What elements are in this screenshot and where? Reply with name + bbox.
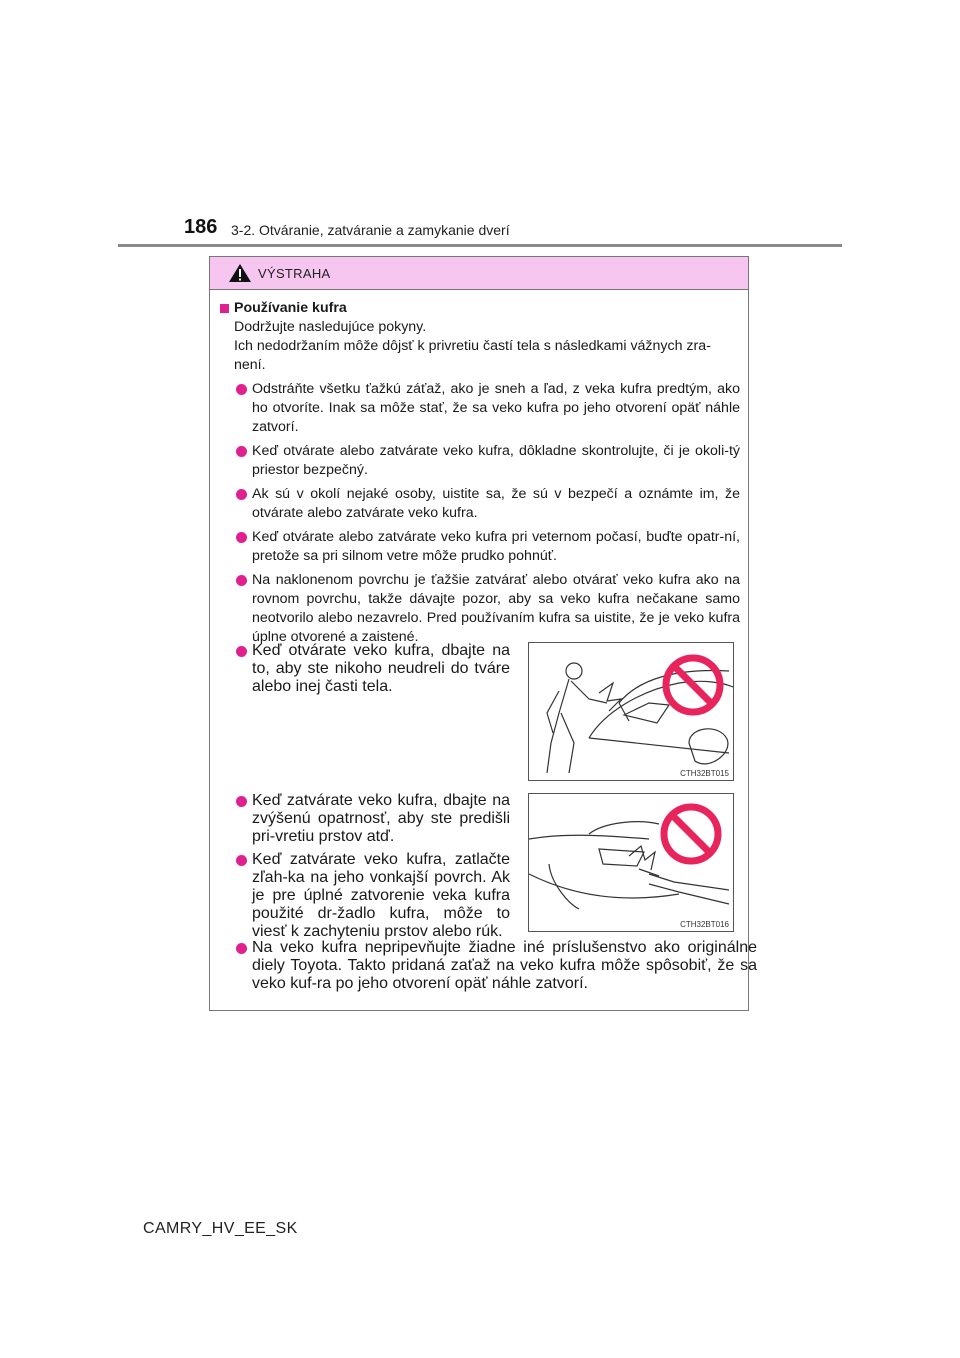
warning-content xyxy=(210,290,748,647)
list-item-text: Na veko kufra nepripevňujte žiadne iné príslušenstvo ako originálne diely Toyota. Takto pridaná zaťaž na veko kufra môže spôsobiť, že sa veko kuf-ra po jeho otvorení opäť náhle zatvorí. xyxy=(252,939,757,992)
figure-row-2 xyxy=(236,792,741,942)
warning-triangle-icon xyxy=(228,263,252,283)
list-item-text: Keď otvárate veko kufra, dbajte na to, aby ste nikoho neudreli do tváre alebo inej časti tela. xyxy=(252,642,510,695)
heading-text: Používanie kufra xyxy=(234,300,347,316)
bullet-dot-icon xyxy=(236,943,247,954)
warning-heading xyxy=(220,299,740,318)
list-item-text: Ak sú v okolí nejaké osoby, uistite sa, že sú v bezpečí a oznámte im, že otvárate alebo zatvárate veko kufra. xyxy=(252,486,740,521)
bullet-dot-icon xyxy=(236,384,247,395)
list-item-text: Keď zatvárate veko kufra, dbajte na zvýšenú opatrnosť, aby ste predišli pri-vretiu prstov atď. xyxy=(252,792,510,845)
intro-line-2: Ich nedodržaním môže dôjsť k privretiu častí tela s následkami vážnych zra-není. xyxy=(234,338,711,373)
warning-label: VÝSTRAHA xyxy=(258,265,331,281)
section-title: 3-2. Otváranie, zatváranie a zamykanie dverí xyxy=(231,222,510,238)
square-bullet-icon xyxy=(220,304,229,313)
bullet-dot-icon xyxy=(236,489,247,500)
list-item-text: Keď otvárate alebo zatvárate veko kufra pri veternom počasí, buďte opatr-ní, pretože sa pri silnom vetre môže prudko pohnúť. xyxy=(252,529,740,564)
list-item xyxy=(236,442,740,480)
illustration-closing-trunk xyxy=(528,793,734,932)
list-item xyxy=(236,851,510,941)
bullet-dot-icon xyxy=(236,646,247,657)
bullet-dot-icon xyxy=(236,575,247,586)
figure-code: CTH32BT015 xyxy=(680,769,729,778)
list-item-text: Keď otvárate alebo zatvárate veko kufra, dôkladne skontrolujte, či je okoli-tý priestor bezpečný. xyxy=(252,443,740,478)
list-item-text: Keď zatvárate veko kufra, zatlačte zľah-ka na jeho vonkajší povrch. Ak je pre úplné zatvorenie veka kufra použité dr-žadlo kufra, môže to viesť k zachyteniu prstov alebo rúk. xyxy=(252,851,510,940)
bullet-dot-icon xyxy=(236,855,247,866)
figure-row-1 xyxy=(236,642,741,782)
bullet-dot-icon xyxy=(236,532,247,543)
prohibition-icon xyxy=(661,653,725,717)
list-item xyxy=(236,642,510,696)
warning-bullet-list xyxy=(220,380,740,647)
illustration-opening-trunk xyxy=(528,642,734,781)
list-item xyxy=(236,792,510,846)
warning-box xyxy=(209,256,757,1011)
list-item xyxy=(236,380,740,437)
final-bullet-row xyxy=(236,939,757,993)
bullet-dot-icon xyxy=(236,446,247,457)
warning-header xyxy=(210,257,748,290)
list-item xyxy=(236,528,740,566)
prohibition-icon xyxy=(659,802,723,866)
footer-code: CAMRY_HV_EE_SK xyxy=(143,1220,298,1237)
list-item-text: Odstráňte všetku ťažkú záťaž, ako je sneh a ľad, z veka kufra predtým, ako ho otvoríte. Inak sa môže stať, že sa veko kufra po jeho otvorení opäť náhle zatvorí. xyxy=(252,381,740,435)
bullet-dot-icon xyxy=(236,796,247,807)
list-item xyxy=(236,485,740,523)
list-item-text: Na naklonenom povrchu je ťažšie zatvárať alebo otvárať veko kufra ako na rovnom povrchu, takže dávajte pozor, aby sa veko kufra nečakane samo neotvorilo alebo nezavrelo. Pred používaním kufra sa uistite, že je veko kufra úplne otvorené a zaistené. xyxy=(252,572,740,645)
page-number: 186 xyxy=(184,216,218,238)
figure-code: CTH32BT016 xyxy=(680,920,729,929)
intro-line-1: Dodržujte nasledujúce pokyny. xyxy=(234,319,427,335)
header-divider xyxy=(118,244,842,247)
list-item xyxy=(236,939,757,993)
list-item xyxy=(236,571,740,647)
